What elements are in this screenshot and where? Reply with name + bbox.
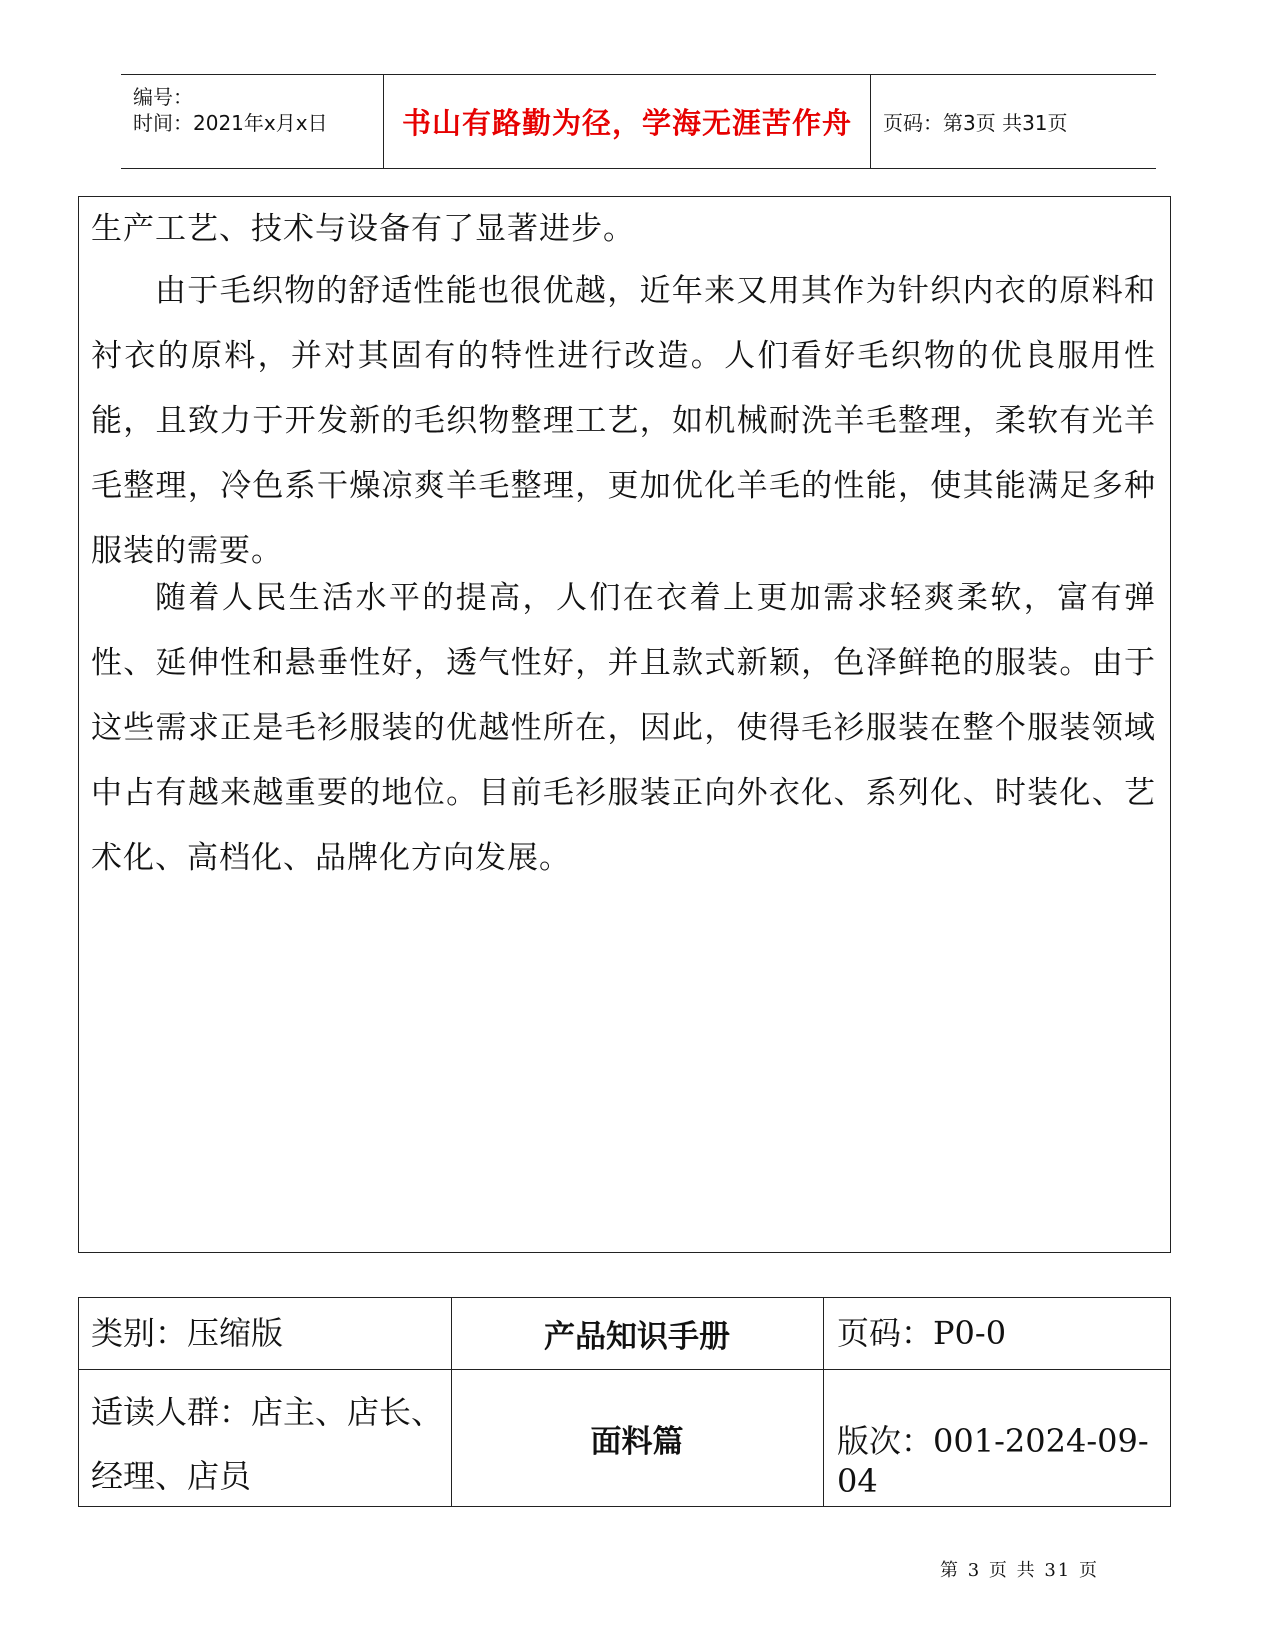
category-cell: 类别：压缩版 bbox=[91, 1314, 284, 1352]
document-time-label: 时间：2021年x月x日 bbox=[133, 111, 328, 135]
section-title: 面料篇 bbox=[590, 1424, 684, 1460]
header-page-label: 页码：第3页 共31页 bbox=[883, 111, 1068, 135]
page-header bbox=[121, 74, 1156, 169]
info-table bbox=[78, 1297, 1171, 1507]
version-cell: 版次：001-2024-09-04 bbox=[837, 1422, 1149, 1500]
table-divider bbox=[823, 1298, 824, 1506]
manual-title: 产品知识手册 bbox=[544, 1319, 730, 1355]
document-number-label: 编号： bbox=[133, 85, 193, 109]
content-box bbox=[78, 196, 1171, 1253]
paragraph-wool-comfort: 由于毛织物的舒适性能也很优越，近年来又用其作为针织内衣的原料和衬衣的原料，并对其固有的特性进行改造。人们看好毛织物的优良服用性能，且致力于开发新的毛织物整理工艺，如机械耐洗羊毛整理，柔软有光羊毛整理，冷色系干燥凉爽羊毛整理，更加优化羊毛的性能，使其能满足多种服装的需要。 bbox=[91, 273, 1156, 569]
paragraph-sweater-trend: 随着人民生活水平的提高，人们在衣着上更加需求轻爽柔软，富有弹性、延伸性和悬垂性好，透气性好，并且款式新颖，色泽鲜艳的服装。由于这些需求正是毛衫服装的优越性所在，因此，使得毛衫服装在整个服装领域中占有越来越重要的地位。目前毛衫服装正向外衣化、系列化、时装化、艺术化、高档化、品牌化方向发展。 bbox=[91, 580, 1156, 876]
page-code-cell: 页码：P0-0 bbox=[837, 1314, 1007, 1352]
readers-cell: 适读人群：店主、店长、经理、店员 bbox=[91, 1393, 444, 1495]
page-number: 第 3 页 共 31 页 bbox=[940, 1560, 1099, 1581]
header-meta bbox=[121, 75, 383, 168]
header-motto: 书山有路勤为径，学海无涯苦作舟 bbox=[383, 75, 871, 168]
paragraph-continuation: 生产工艺、技术与设备有了显著进步。 bbox=[91, 211, 635, 247]
table-divider bbox=[79, 1369, 1170, 1370]
